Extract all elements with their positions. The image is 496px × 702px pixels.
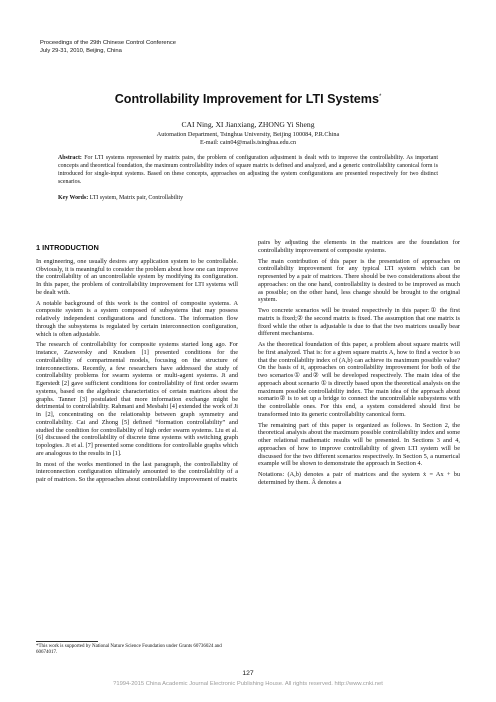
proceedings-header	[40, 40, 340, 55]
paragraph: Notations: (A,b) denotes a pair of matrices and the system ẋ = Ax + bu determined by them. Â denotes a	[258, 471, 460, 486]
abstract-label: Abstract:	[58, 155, 82, 161]
paragraph: A notable background of this work is the control of composite systems. A composite system is a system composed of subsystems that may possess relatively independent configurations and functions. The information flow through the subsystems is regulated by certain interconnection configuration, which is often adjustable.	[36, 299, 238, 338]
paragraph: In most of the works mentioned in the last paragraph, the controllability of interconnection configuration ultimately amounted to the controllability of a pair of matrices. So the approaches about controllability improvement of matrix	[36, 460, 238, 483]
copyright-watermark: ?1994-2015 China Academic Journal Electronic Publishing House. All rights reserved. http://www.cnki.net	[113, 681, 383, 687]
right-column	[258, 239, 460, 490]
abstract	[58, 154, 438, 186]
keywords-label: Key Words:	[58, 195, 89, 201]
email: E-mail: cain04@mails.tsinghua.edu.cn	[199, 139, 297, 146]
paragraph: pairs by adjusting the elements in the matrices are the foundation for controllability improvement of composite systems.	[258, 239, 460, 254]
abstract-text: For LTI systems represented by matrix pairs, the problem of configuration adjustment is dealt with to improve the controllability. As important concepts and theoretical foundation, the maximum controllability index of square matrix is defined and analyzed, and a generic controllability canonical form is introduced for single-input systems. Based on these concepts, approaches on adjusting the system configurations are presented respectively for two distinct scenarios.	[58, 155, 438, 186]
paragraph: The main contribution of this paper is the presentation of approaches on controllability improvement for any typical LTI system which can be represented by a pair of matrices. There should be two considerations about the approaches: on the one hand, controllability is desired to be improved as much as possible; on the other hand, less change should be brought to the original system.	[258, 257, 460, 304]
conference-date-location: July 29-31, 2010, Beijing, China	[40, 47, 122, 54]
keywords-text: LTI system, Matrix pair, Controllability	[89, 195, 184, 201]
affiliation-block	[0, 131, 496, 147]
page-number: 127	[242, 670, 254, 677]
title-footnote-mark: *	[378, 93, 382, 100]
paragraph: As the theoretical foundation of this paper, a problem about square matrix will be first analyzed. That is: for a given square matrix A, how to find a vector b so that the controllability index of (A,b) can achieve its maximum possible value? On the basis of it, approaches on controllability improvement for both of the two scenarios① and② will be developed respectively. The main idea of the approach about scenario ① is directly based upon the theoretical analysis on the maximum possible controllability index. The main idea of the approach about scenario② is to set up a bridge to connect the uncontrollable subsystems with the controllable ones. For this end, a system considered should first be transformed into its generic controllability canonical form.	[258, 341, 460, 418]
proceedings-name: Proceedings of the 29th Chinese Control Conference	[40, 40, 176, 46]
affiliation: Automation Department, Tsinghua University, Beijing 100084, P.R.China	[156, 131, 340, 138]
paper-title	[0, 92, 496, 106]
paragraph: The remaining part of this paper is organized as follows. In Section 2, the theoretical analysis about the maximum possible controllability index and some other relational mathematic results will be presented. In Sections 3 and 4, approaches of how to improve controllability of given LTI system will be discussed for the two different scenarios respectively. In Section 5, a numerical example will be shown to demonstrate the approach in Section 4.	[258, 421, 460, 468]
keywords	[58, 195, 438, 201]
section-heading-introduction: 1 INTRODUCTION	[36, 243, 99, 252]
left-column	[36, 244, 238, 487]
author-list: CAI Ning, XI Jianxiang, ZHONG Yi Sheng	[181, 120, 315, 129]
paragraph: The research of controllability for composite systems started long ago. For instance, Zazworsky and Knudsen [1] presented conditions for the controllability of compartmental models, focusing on the structure of interconnections. Recently, a few researchers have addressed the study of controllability problems for swarm systems or multi-agent systems. Ji and Egerstedt [2] gave sufficient conditions for controllability of first order swarm systems, based on the algebraic characteristics of certain matrices about the graphs. Tanner [3] postulated that more information exchange might be detrimental to controllability. Rahmani and Mesbahi [4] extended the work of Ji in [2], concentrating on the relationship between graph symmetry and controllability. Cai and Zhong [5] defined “formation controllability” and studied the condition for controllability of high order swarm systems. Liu et al. [6] discussed the controllability of discrete time systems with switching graph topologies. Ji et al. [7] presented some conditions for controllable graphs which are analogous to the results in [1].	[36, 341, 238, 457]
paragraph: In engineering, one usually desires any application system to be controllable. Obviously, it is meaningful to consider the problem about how one can improve the controllability of an uncontrollable system by modifying its configuration. In this paper, the problem of controllability improvement for LTI systems will be dealt with.	[36, 257, 238, 296]
footnote-rule	[36, 641, 98, 642]
paragraph: Two concrete scenarios will be treated respectively in this paper:① the first matrix is fixed;② the second matrix is fixed. The assumption that one matrix is fixed while the other is adjustable is due to that the two matrices usually bear different mechanisms.	[258, 307, 460, 338]
paper-title-text: Controllability Improvement for LTI Systems	[114, 92, 379, 106]
funding-footnote: *This work is supported by National Nature Science Foundation under Grants 60736024 and 60674017.	[36, 644, 222, 656]
